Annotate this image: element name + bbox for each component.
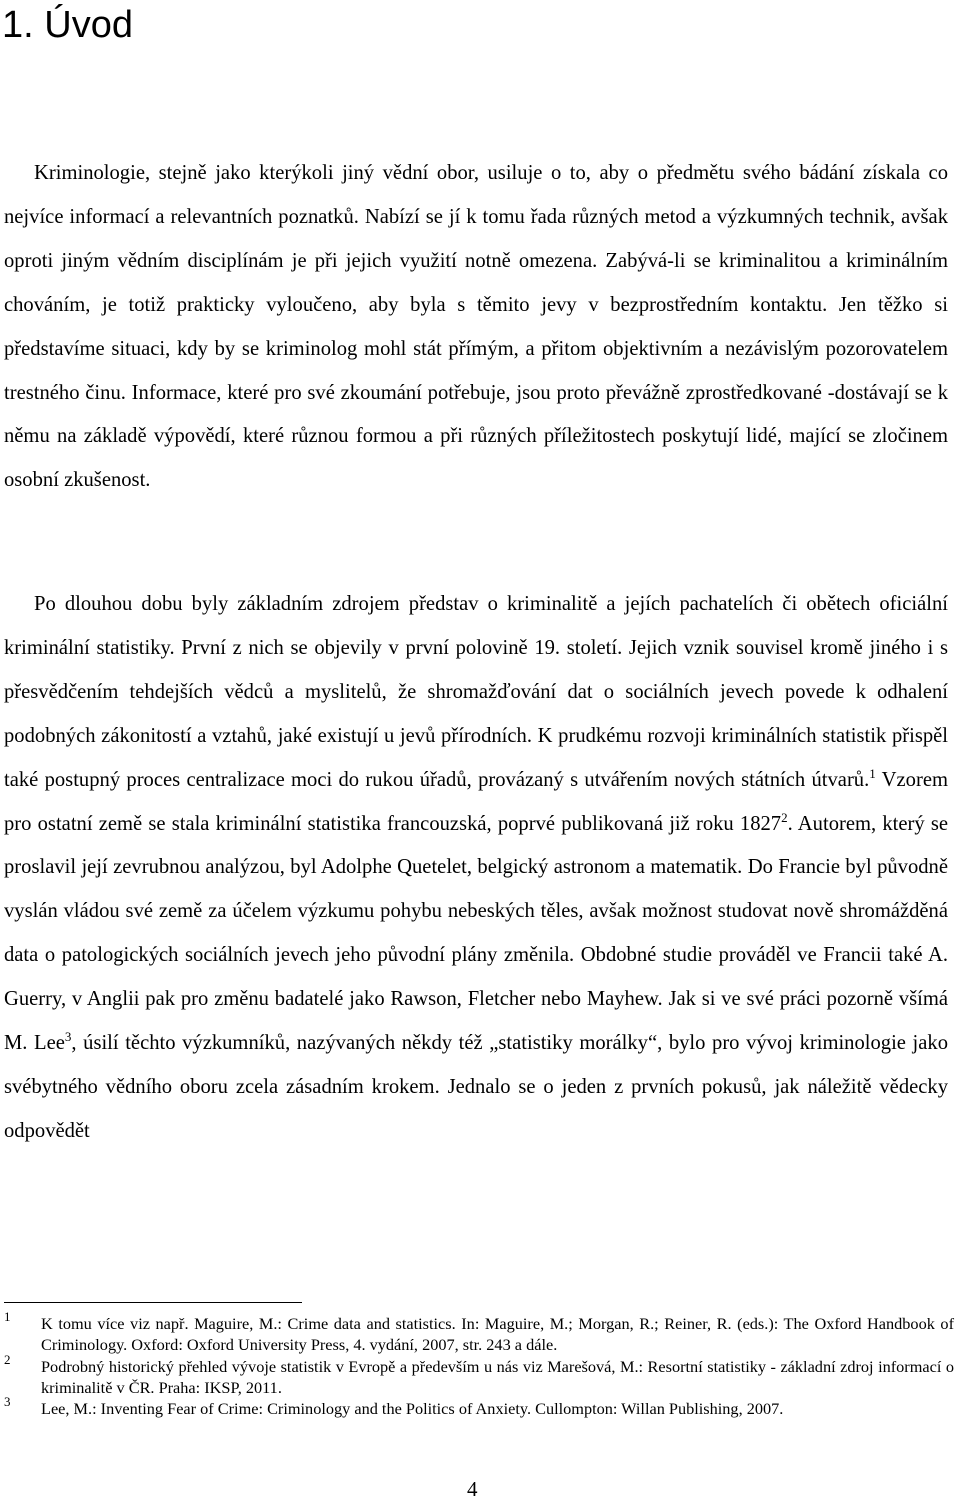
chapter-heading: 1. Úvod — [2, 4, 133, 46]
footnote-reference[interactable]: 1 — [869, 765, 876, 781]
footnote — [4, 1309, 954, 1356]
page-number: 4 — [467, 1477, 478, 1501]
footnote — [4, 1394, 954, 1419]
paragraph-statistics-history — [4, 583, 948, 1154]
footnote-number: 3 — [4, 1394, 11, 1410]
footnote — [4, 1351, 954, 1399]
paragraph-text: Po dlouhou dobu byly základním zdrojem představ o kriminalitě a jejích pachatelích či obětech oficiální kriminální statistiky. První z nich se objevily v první polovině 19. století. Jejich vznik souvisel kromě jiného i s přesvědčením tehdejších vědců a myslitelů, že shromažďování dat o sociálních jevech povede k odhalení podobných zákonitostí a vztahů, jaké existují u jevů přírodních. K prudkému rozvoji kriminálních statistik přispěl také postupný proces centralizace moci do rukou úřadů, provázaný s utvářením nových státních útvarů. — [4, 593, 948, 791]
paragraph-text: . Autorem, který se proslavil její zevrubnou analýzou, byl Adolphe Quetelet, belgický astronom a matematik. Do Francie byl původně vyslán vládou své země za účelem výzkumu pohybu nebeských těles, avšak možnost studovat nově shromážděná data o patologických sociálních jevech jeho původní plány změnila. Obdobné studie prováděl ve Francii také A. Guerry, v Anglii pak pro změnu badatelé jako Rawson, Fletcher nebo Mayhew. Jak si ve své práci pozorně všímá M. Lee — [4, 812, 949, 1055]
footnote-number: 1 — [4, 1309, 11, 1324]
paragraph-text: Vzorem pro ostatní země se stala kriminální statistika francouzská, poprvé publikovaná již roku 1827 — [4, 768, 948, 835]
footnotes — [4, 1309, 954, 1419]
footnote-text: Podrobný historický přehled vývoje statistik v Evropě a především u nás viz Marešová, M.: Resortní statistiky - základní zdroj informací o kriminalitě v ČR. Praha: IKSP, 2011. — [41, 1356, 954, 1397]
footnote-separator — [4, 1302, 302, 1303]
paragraph-text: , úsilí těchto výzkumníků, nazývaných někdy též „statistiky morálky“, bylo pro vývoj kriminologie jako svébytného vědního oboru zcela zásadním krokem. Jednalo se o jeden z prvních pokusů, jak náležitě vědecky odpovědět — [4, 1032, 948, 1142]
footnote-reference[interactable]: 2 — [781, 809, 788, 825]
footnote-number: 2 — [4, 1351, 11, 1367]
footnote-text: Lee, M.: Inventing Fear of Crime: Criminology and the Politics of Anxiety. Cullompton: Willan Publishing, 2007. — [41, 1399, 784, 1419]
footnote-text: K tomu více viz např. Maguire, M.: Crime data and statistics. In: Maguire, M.; Morgan, R.; Reiner, R. (eds.): The Oxford Handbook of Criminology. Oxford: Oxford University Press, 4. vydání, 2007, str. 243 a dále. — [41, 1314, 954, 1355]
paragraph-intro: Kriminologie, stejně jako kterýkoli jiný vědní obor, usiluje o to, aby o předmětu svého bádání získala co nejvíce informací a relevantních poznatků. Nabízí se jí k tomu řada různých metod a výzkumných technik, avšak oproti jiným vědním disciplínám je při jejich využití notně omezena. Zabývá-li se kriminalitou a kriminálním chováním, je totiž prakticky vyloučeno, aby byla s těmito jevy v bezprostředním kontaktu. Jen těžko si představíme situaci, kdy by se kriminolog mohl stát přímým, a přitom objektivním a nezávislým pozorovatelem trestného činu. Informace, které pro své zkoumání potřebuje, jsou proto převážně zprostředkované -dostávají se k němu na základě výpovědí, které různou formou a při různých příležitostech poskytují lidé, mající se zločinem osobní zkušenost. — [4, 162, 948, 492]
footnote-reference[interactable]: 3 — [64, 1029, 72, 1045]
